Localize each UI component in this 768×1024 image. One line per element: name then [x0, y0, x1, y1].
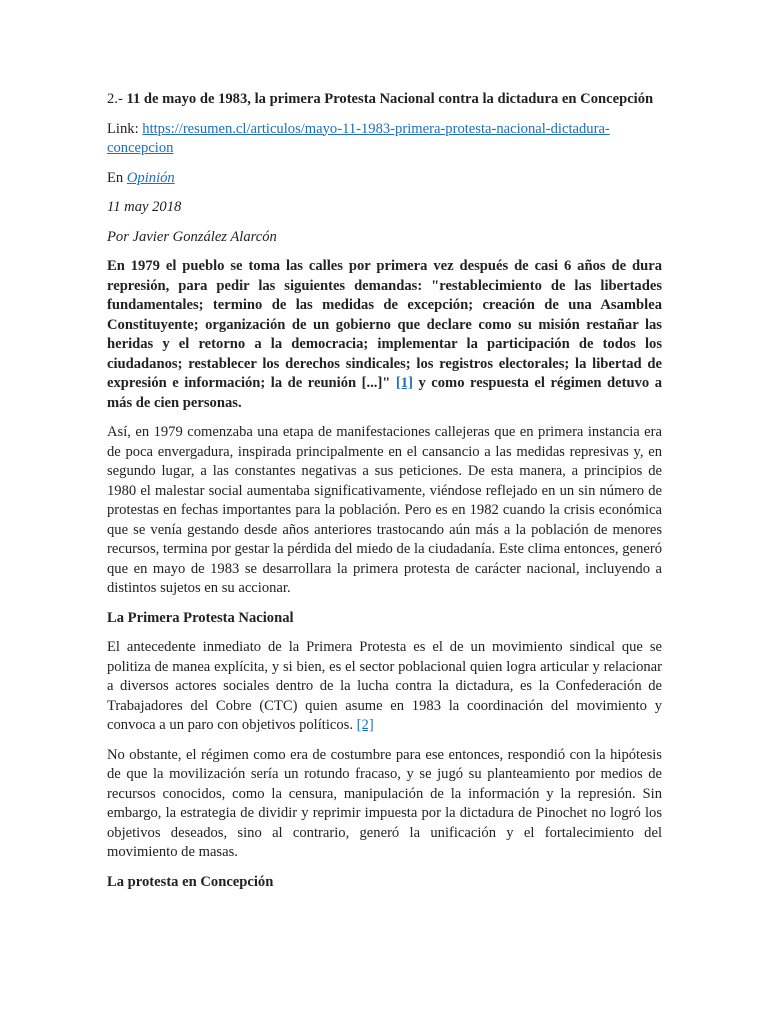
document-page [107, 90, 662, 902]
link-label: Link: [107, 120, 143, 137]
lead-text-before: En 1979 el pueblo se toma las calles por primera vez después de casi 6 años de dura represión, para pedir las siguientes demandas: "restablecimiento de las libertades fundamentales; termino de las medidas de excepción; creación de una Asamblea Constituyente; organización de un gobierno que declare como su misión restañar las heridas y el retorno a la democracia; implementar la participación de todos los ciudadanos; restablecer los derechos sindicales; los registros electorales; la libertad de expresión e información; la de reunión [...]" [107, 258, 662, 391]
heading-number: 2.- [107, 91, 127, 107]
subheading-concepcion: La protesta en Concepción [107, 873, 274, 890]
article-url-link[interactable]: https://resumen.cl/articulos/mayo-11-1983-primera-protesta-nacional-dictadura-concepcion [107, 120, 610, 156]
subheading-primera-protesta: La Primera Protesta Nacional [107, 609, 294, 626]
section-prefix: En [107, 169, 127, 186]
lead-text-after: y como respuesta el régimen detuvo a más de cien personas. [107, 375, 662, 411]
author-byline: Por Javier González Alarcón [107, 228, 277, 245]
lead-paragraph [107, 257, 662, 413]
body-paragraph-3: No obstante, el régimen como era de costumbre para ese entonces, respondió con la hipótesis de que la movilización sería un rotundo fracaso, y se jugó su planteamiento por medios de recursos conocidos, como la censura, manipulación de la información y la represión. Sin embargo, la estrategia de dividir y reprimir impuesta por la dictadura de Pinochet no logró los objetivos deseados, sino al contrario, generó la unificación y el fortalecimiento del movimiento de masas. [107, 746, 662, 860]
footnote-1-link[interactable]: [1] [395, 375, 413, 391]
article-link-line [107, 120, 662, 159]
article-title: 11 de mayo de 1983, la primera Protesta Nacional contra la dictadura en Concepción [126, 91, 654, 107]
publish-date: 11 may 2018 [107, 199, 182, 215]
body-paragraph-2 [107, 638, 662, 736]
section-opinion-link[interactable]: Opinión [126, 169, 175, 186]
footnote-2-link[interactable]: [2] [356, 717, 374, 733]
body-paragraph-1: Así, en 1979 comenzaba una etapa de manifestaciones callejeras que en primera instancia era de poca envergadura, inspirada principalmente en el cansancio a las medidas represivas y, en segundo lugar, a las constantes negativas a sus peticiones. De esta manera, a principios de 1980 el malestar social aumentaba significativamente, viéndose reflejado en un sin número de protestas en fechas importantes para la población. Pero es en 1982 cuando la crisis económica que se venía gestando desde años anteriores trastocando aún más a la población de menores recursos, termina por gestar la pérdida del miedo de la ciudadanía. Este clima entonces, generó que en mayo de 1983 se desarrollara la primera protesta de carácter nacional, incluyendo a distintos sujetos en su accionar. [107, 424, 662, 596]
section-line [107, 169, 662, 189]
article-heading [107, 90, 662, 110]
paragraph-2-text: El antecedente inmediato de la Primera Protesta es el de un movimiento sindical que se politiza de manea explícita, y si bien, es el sector poblacional quien logra articular y relacionar a diversos actores sociales dentro de la lucha contra la dictadura, es la Confederación de Trabajadores del Cobre (CTC) quien asume en 1983 la coordinación del movimiento y convoca a un paro con objetivos políticos. [107, 639, 662, 733]
